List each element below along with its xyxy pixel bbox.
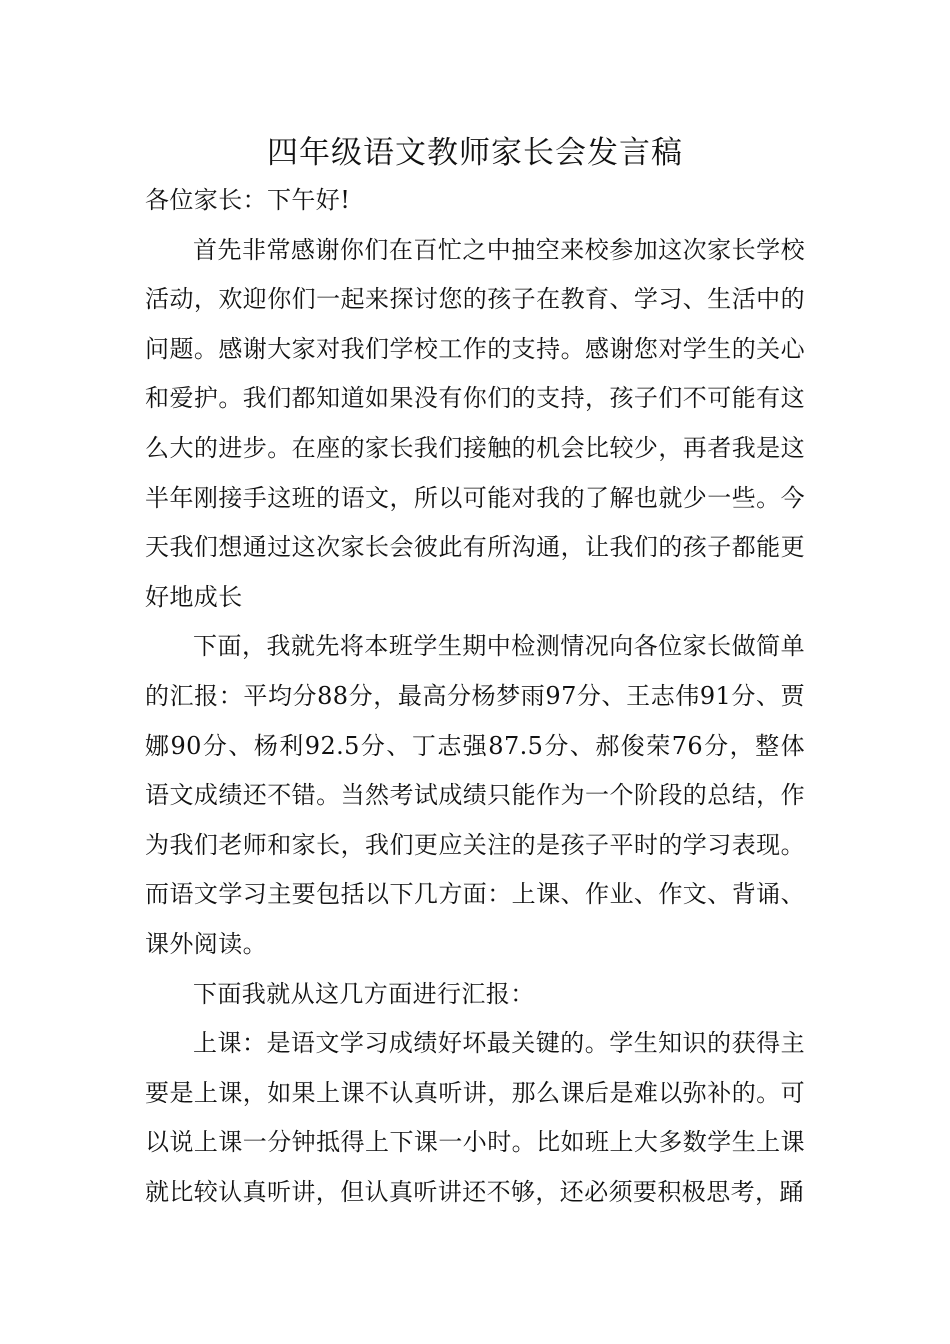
paragraph-intro-aspects: 下面我就从这几方面进行汇报： bbox=[193, 979, 535, 1008]
paragraph-class-attendance: 上课：是语文学习成绩好坏最关键的。学生知识的获得主要是上课，如果上课不认真听讲，那么课后是难以弥补的。可以说上课一分钟抵得上下课一小时。比如班上大多数学生上课就比较认真听讲，但认真听讲还不够，还必须要积极思考，踊 bbox=[145, 1029, 805, 1206]
document-body bbox=[145, 176, 805, 1217]
paragraph-thanks: 首先非常感谢你们在百忙之中抽空来校参加这次家长学校活动，欢迎你们一起来探讨您的孩子在教育、学习、生活中的问题。感谢大家对我们学校工作的支持。感谢您对学生的关心和爱护。我们都知道如果没有你们的支持，孩子们不可能有这么大的进步。在座的家长我们接触的机会比较少，再者我是这半年刚接手这班的语文，所以可能对我的了解也就少一些。今天我们想通过这次家长会彼此有所沟通，让我们的孩子都能更好地成长 bbox=[145, 235, 805, 611]
greeting: 各位家长：下午好! bbox=[145, 186, 351, 214]
paragraph-exam-report: 下面，我就先将本班学生期中检测情况向各位家长做简单的汇报：平均分88分，最高分杨梦雨97分、王志伟91分、贾娜90分、杨利92.5分、丁志强87.5分、郝俊荣76分，整体语文成绩还不错。当然考试成绩只能作为一个阶段的总结，作为我们老师和家长，我们更应关注的是孩子平时的学习表现。而语文学习主要包括以下几方面：上课、作业、作文、背诵、课外阅读。 bbox=[145, 632, 805, 958]
document-title: 四年级语文教师家长会发言稿 bbox=[267, 135, 683, 171]
